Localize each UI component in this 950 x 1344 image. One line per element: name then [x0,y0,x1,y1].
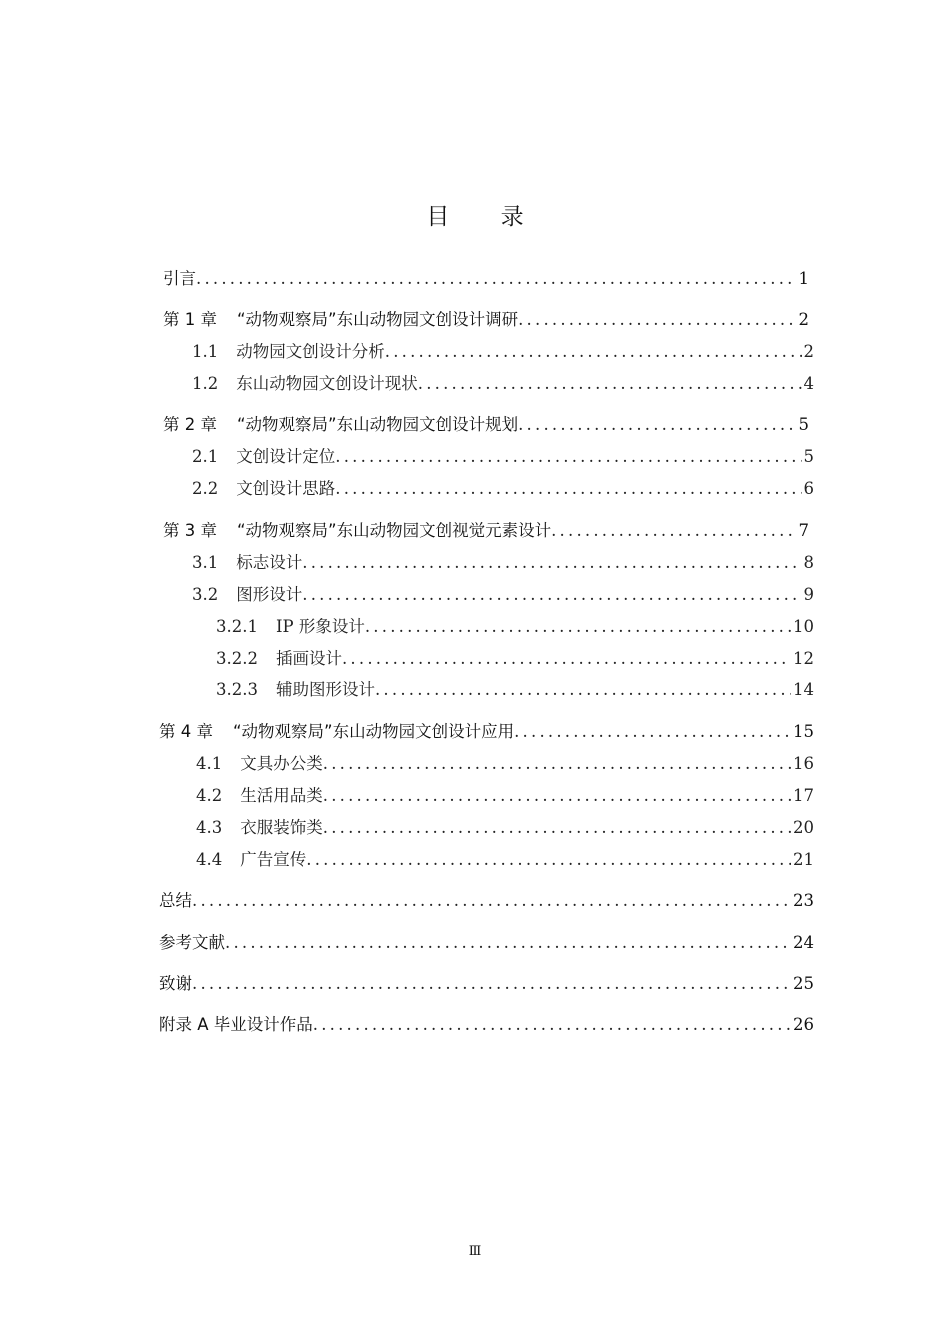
toc-entry[interactable] [216,679,814,701]
toc-entry-page: 24 [793,933,814,952]
toc-entry[interactable] [196,785,814,807]
dot-leader [225,932,791,954]
toc-entry-number: 3.2.2 [216,649,258,668]
dot-leader [323,817,791,839]
toc-entry-title: 文创设计思路 [236,479,336,498]
toc-entry[interactable] [192,584,814,606]
toc-entry-number: 1.2 [192,374,219,393]
toc-entry-page: 2 [803,342,814,361]
toc-entry-number: 3.2.1 [216,617,258,636]
toc-entry-number: 1.1 [192,342,219,361]
toc-entry-number: 第 2 章 [163,415,217,434]
toc-entry-page: 4 [803,374,814,393]
dot-leader [418,373,802,395]
toc-entry[interactable] [196,817,814,839]
dot-leader [342,648,791,670]
toc-entry-number: 4.1 [196,754,223,773]
toc-entry-page: 15 [793,722,814,741]
toc-entry-title: 总结 [159,891,192,910]
toc-entry-page: 23 [793,891,814,910]
toc-entry-page: 14 [793,680,814,699]
toc-entry-title: 衣服装饰类 [240,818,323,837]
toc-entry-page: 2 [798,310,809,329]
toc-entry[interactable] [216,648,814,670]
toc-entry-page: 17 [793,786,814,805]
toc-entry-number: 第 1 章 [163,310,217,329]
toc-entry-page: 26 [793,1015,814,1034]
toc-entry-title: “动物观察局”东山动物园文创设计规划 [237,415,519,434]
toc-entry-page: 9 [803,585,814,604]
toc-entry-page: 5 [803,447,814,466]
toc-entry[interactable] [159,1014,814,1036]
toc-entry[interactable] [192,552,814,574]
toc-entry-number: 第 4 章 [159,722,213,741]
dot-leader [335,478,801,500]
toc-entry[interactable] [163,268,809,290]
toc-entry[interactable] [192,446,814,468]
toc-entry-title: 生活用品类 [240,786,323,805]
dot-leader [518,309,796,331]
page-number: Ⅲ [468,1244,482,1259]
toc-entry-page: 10 [793,617,814,636]
toc-entry-title: 附录 A 毕业设计作品 [159,1015,313,1034]
toc-entry-title: 致谢 [159,974,192,993]
toc-entry-page: 7 [798,521,809,540]
toc-entry[interactable] [163,309,809,331]
toc-entry-title: 参考文献 [159,933,225,952]
toc-entry[interactable] [192,478,814,500]
dot-leader [335,446,801,468]
toc-entry-title: “动物观察局”东山动物园文创设计调研 [237,310,519,329]
dot-leader [192,890,791,912]
toc-entry-title: 广告宣传 [240,850,307,869]
toc-entry[interactable] [192,373,814,395]
toc-entry-title: 文具办公类 [240,754,323,773]
toc-entry[interactable] [216,616,814,638]
dot-leader [302,584,801,606]
dot-leader [514,721,791,743]
toc-entry-number: 4.2 [196,786,223,805]
toc-entry[interactable] [192,341,814,363]
toc-entry[interactable] [196,849,814,871]
toc-entry-number: 3.2 [192,585,219,604]
toc-entry-number: 第 3 章 [163,521,217,540]
toc-entry-page: 25 [793,974,814,993]
toc-entry-number: 4.3 [196,818,223,837]
toc-entry-number: 2.2 [192,479,219,498]
toc-entry-title: 动物园文创设计分析 [236,342,385,361]
dot-leader [385,341,802,363]
toc-entry-page: 1 [798,269,809,288]
toc-entry-page: 20 [793,818,814,837]
toc-entry-page: 8 [803,553,814,572]
toc-entry[interactable] [163,520,809,542]
toc-entry-title: 引言 [163,269,196,288]
toc-entry-page: 12 [793,649,814,668]
dot-leader [313,1014,791,1036]
dot-leader [323,753,791,775]
toc-entry-title: IP 形象设计 [275,617,365,636]
toc-entry-title: “动物观察局”东山动物园文创视觉元素设计 [237,521,552,540]
toc-entry-title: 辅助图形设计 [275,680,375,699]
dot-leader [375,679,791,701]
toc-entry[interactable] [196,753,814,775]
toc-entry-number: 4.4 [196,850,223,869]
toc-entry-page: 6 [803,479,814,498]
dot-leader [302,552,801,574]
toc-entry-page: 16 [793,754,814,773]
toc-entry[interactable] [159,721,814,743]
dot-leader [192,973,791,995]
dot-leader [551,520,796,542]
toc-entry-title: 插画设计 [275,649,342,668]
toc-entry-number: 3.2.3 [216,680,258,699]
toc-entry-title: 图形设计 [236,585,303,604]
toc-entry[interactable] [159,890,814,912]
toc-entry[interactable] [159,973,814,995]
dot-leader [365,616,791,638]
toc-entry[interactable] [159,932,814,954]
dot-leader [323,785,791,807]
toc-entry-title: “动物观察局”东山动物园文创设计应用 [233,722,515,741]
toc-entry-page: 21 [793,850,814,869]
toc-entry-page: 5 [798,415,809,434]
toc-entry-number: 2.1 [192,447,219,466]
dot-leader [196,268,797,290]
toc-entry-title: 东山动物园文创设计现状 [236,374,418,393]
dot-leader [518,414,796,436]
dot-leader [306,849,791,871]
toc-entry-title: 文创设计定位 [236,447,336,466]
toc-entry[interactable] [163,414,809,436]
toc-entry-number: 3.1 [192,553,219,572]
toc-title: 目 录 [426,204,546,230]
toc-entry-title: 标志设计 [236,553,303,572]
